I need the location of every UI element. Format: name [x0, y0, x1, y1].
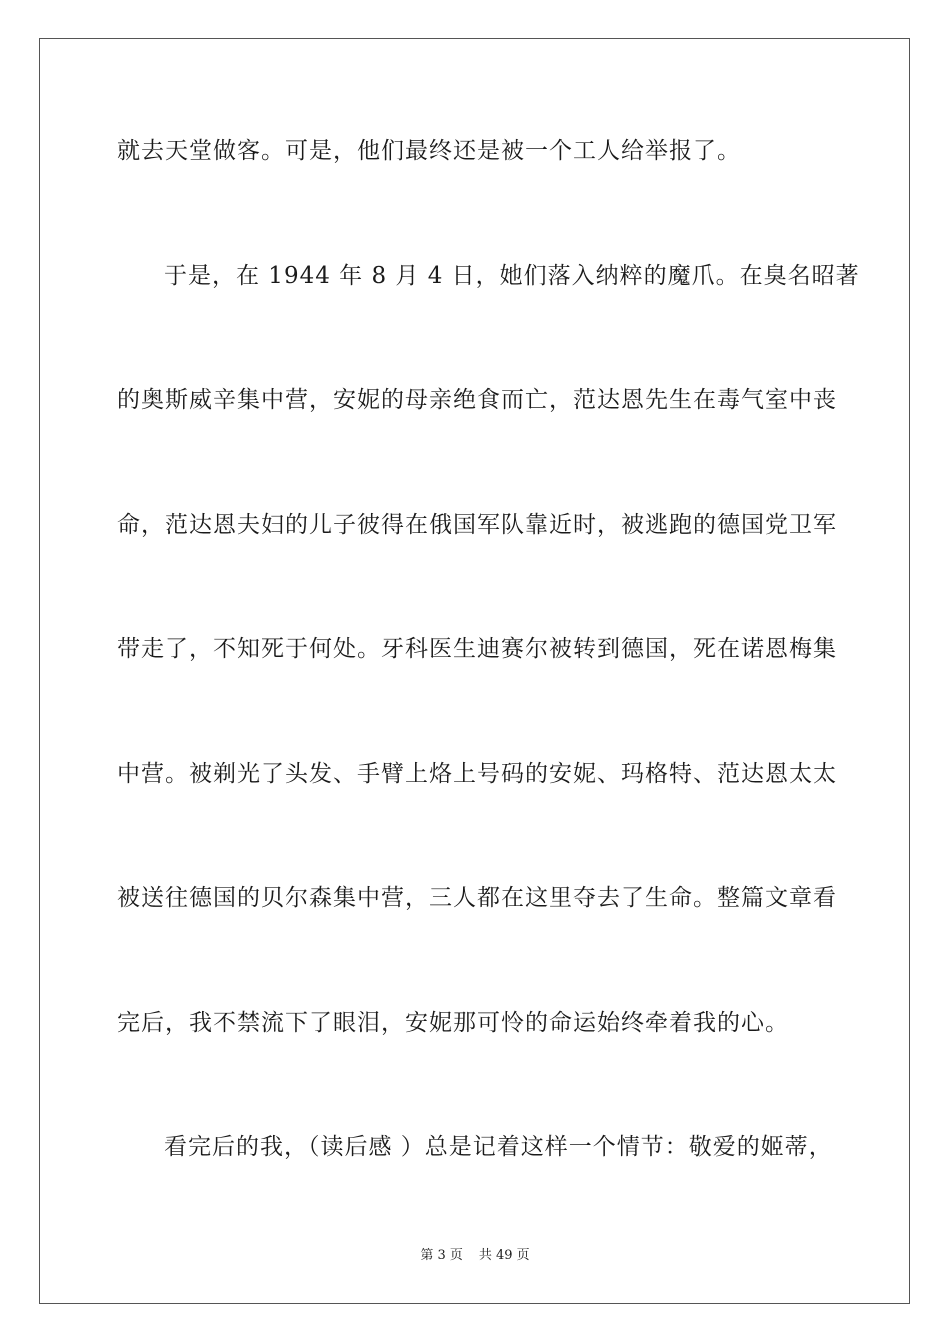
text-line-3: 的奥斯威辛集中营，安妮的母亲绝食而亡，范达恩先生在毒气室中丧 [117, 387, 837, 413]
text-line-6: 中营。被剃光了头发、手臂上烙上号码的安妮、玛格特、范达恩太太 [117, 761, 837, 787]
text-line-7: 被送往德国的贝尔森集中营，三人都在这里夺去了生命。整篇文章看 [117, 885, 837, 911]
page-footer [0, 1247, 950, 1265]
text-line-4: 命，范达恩夫妇的儿子彼得在俄国军队靠近时，被逃跑的德国党卫军 [117, 512, 837, 538]
text-line-2: 于是，在 1944 年 8 月 4 日，她们落入纳粹的魔爪。在臭名昭著 [164, 263, 860, 289]
text-line-8: 完后，我不禁流下了眼泪，安妮那可怜的命运始终牵着我的心。 [117, 1010, 789, 1036]
text-line-9: 看完后的我，（读后感 ）总是记着这样一个情节：敬爱的姬蒂， [164, 1134, 833, 1160]
page-total: 共 49 页 [478, 1248, 530, 1263]
text-line-1: 就去天堂做客。可是，他们最终还是被一个工人给举报了。 [117, 138, 741, 164]
text-line-5: 带走了，不知死于何处。牙科医生迪赛尔被转到德国，死在诺恩梅集 [117, 636, 837, 662]
page-number: 第 3 页 [420, 1248, 463, 1263]
page-border [39, 38, 910, 1304]
